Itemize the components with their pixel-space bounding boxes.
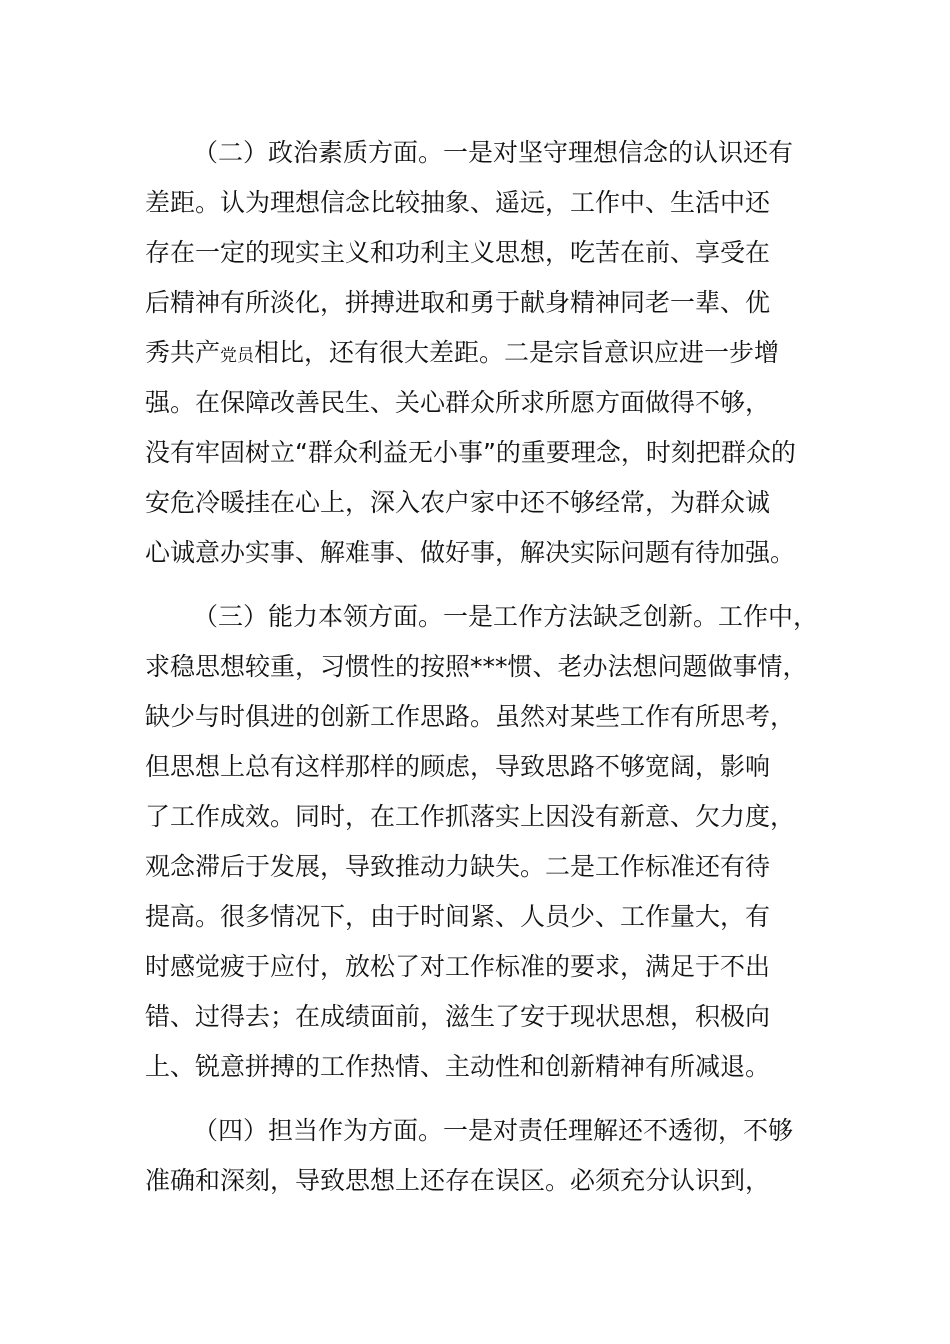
text-line: 观念滞后于发展，导致推动力缺失。二是工作标准还有待 [145,852,771,881]
text-line: 差距。认为理想信念比较抽象、遥远，工作中、生活中还 [145,188,771,217]
text-line: 强。在保障改善民生、关心群众所求所愿方面做得不够， [145,388,771,417]
document-body [145,128,845,1220]
text-line: 后精神有所淡化，拼搏进取和勇于献身精神同老一辈、优 [145,288,771,317]
paragraph-responsibility [145,1106,845,1206]
text-line: （三）能力本领方面。一是工作方法缺乏创新。工作中， [193,602,819,631]
text-line: 上、锐意拼搏的工作热情、主动性和创新精神有所减退。 [145,1052,771,1081]
text-line: 没有牢固树立“群众利益无小事”的重要理念，时刻把群众的 [145,438,796,467]
text-line: 安危冷暖挂在心上，深入农户家中还不够经常，为群众诚 [145,488,771,517]
small-text-segment: 党员 [220,346,255,366]
text-line [145,328,845,378]
text-line: 但思想上总有这样那样的顾虑，导致思路不够宽阔，影响 [145,752,771,781]
text-line: 心诚意办实事、解难事、做好事，解决实际问题有待加强。 [145,538,796,567]
text-line: 提高。很多情况下，由于时间紧、人员少、工作量大，有 [145,902,771,931]
paragraph-political-quality [145,128,845,578]
text-line: 存在一定的现实主义和功利主义思想，吃苦在前、享受在 [145,238,771,267]
text-segment: 相比，还有很大差距。二是宗旨意识应进一步增 [254,338,780,367]
text-line: 缺少与时俱进的创新工作思路。虽然对某些工作有所思考， [145,702,796,731]
text-line: 准确和深刻，导致思想上还存在误区。必须充分认识到， [145,1166,771,1195]
paragraph-ability [145,592,845,1092]
text-line: （二）政治素质方面。一是对坚守理想信念的认识还有 [193,138,794,167]
text-line: 求稳思想较重，习惯性的按照***惯、老办法想问题做事情， [145,652,808,681]
text-line: （四）担当作为方面。一是对责任理解还不透彻，不够 [193,1116,794,1145]
text-line: 错、过得去；在成绩面前，滋生了安于现状思想，积极向 [145,1002,771,1031]
text-line: 了工作成效。同时，在工作抓落实上因没有新意、欠力度， [145,802,796,831]
text-segment: 秀共产 [145,338,221,367]
text-line: 时感觉疲于应付，放松了对工作标准的要求，满足于不出 [145,952,771,981]
